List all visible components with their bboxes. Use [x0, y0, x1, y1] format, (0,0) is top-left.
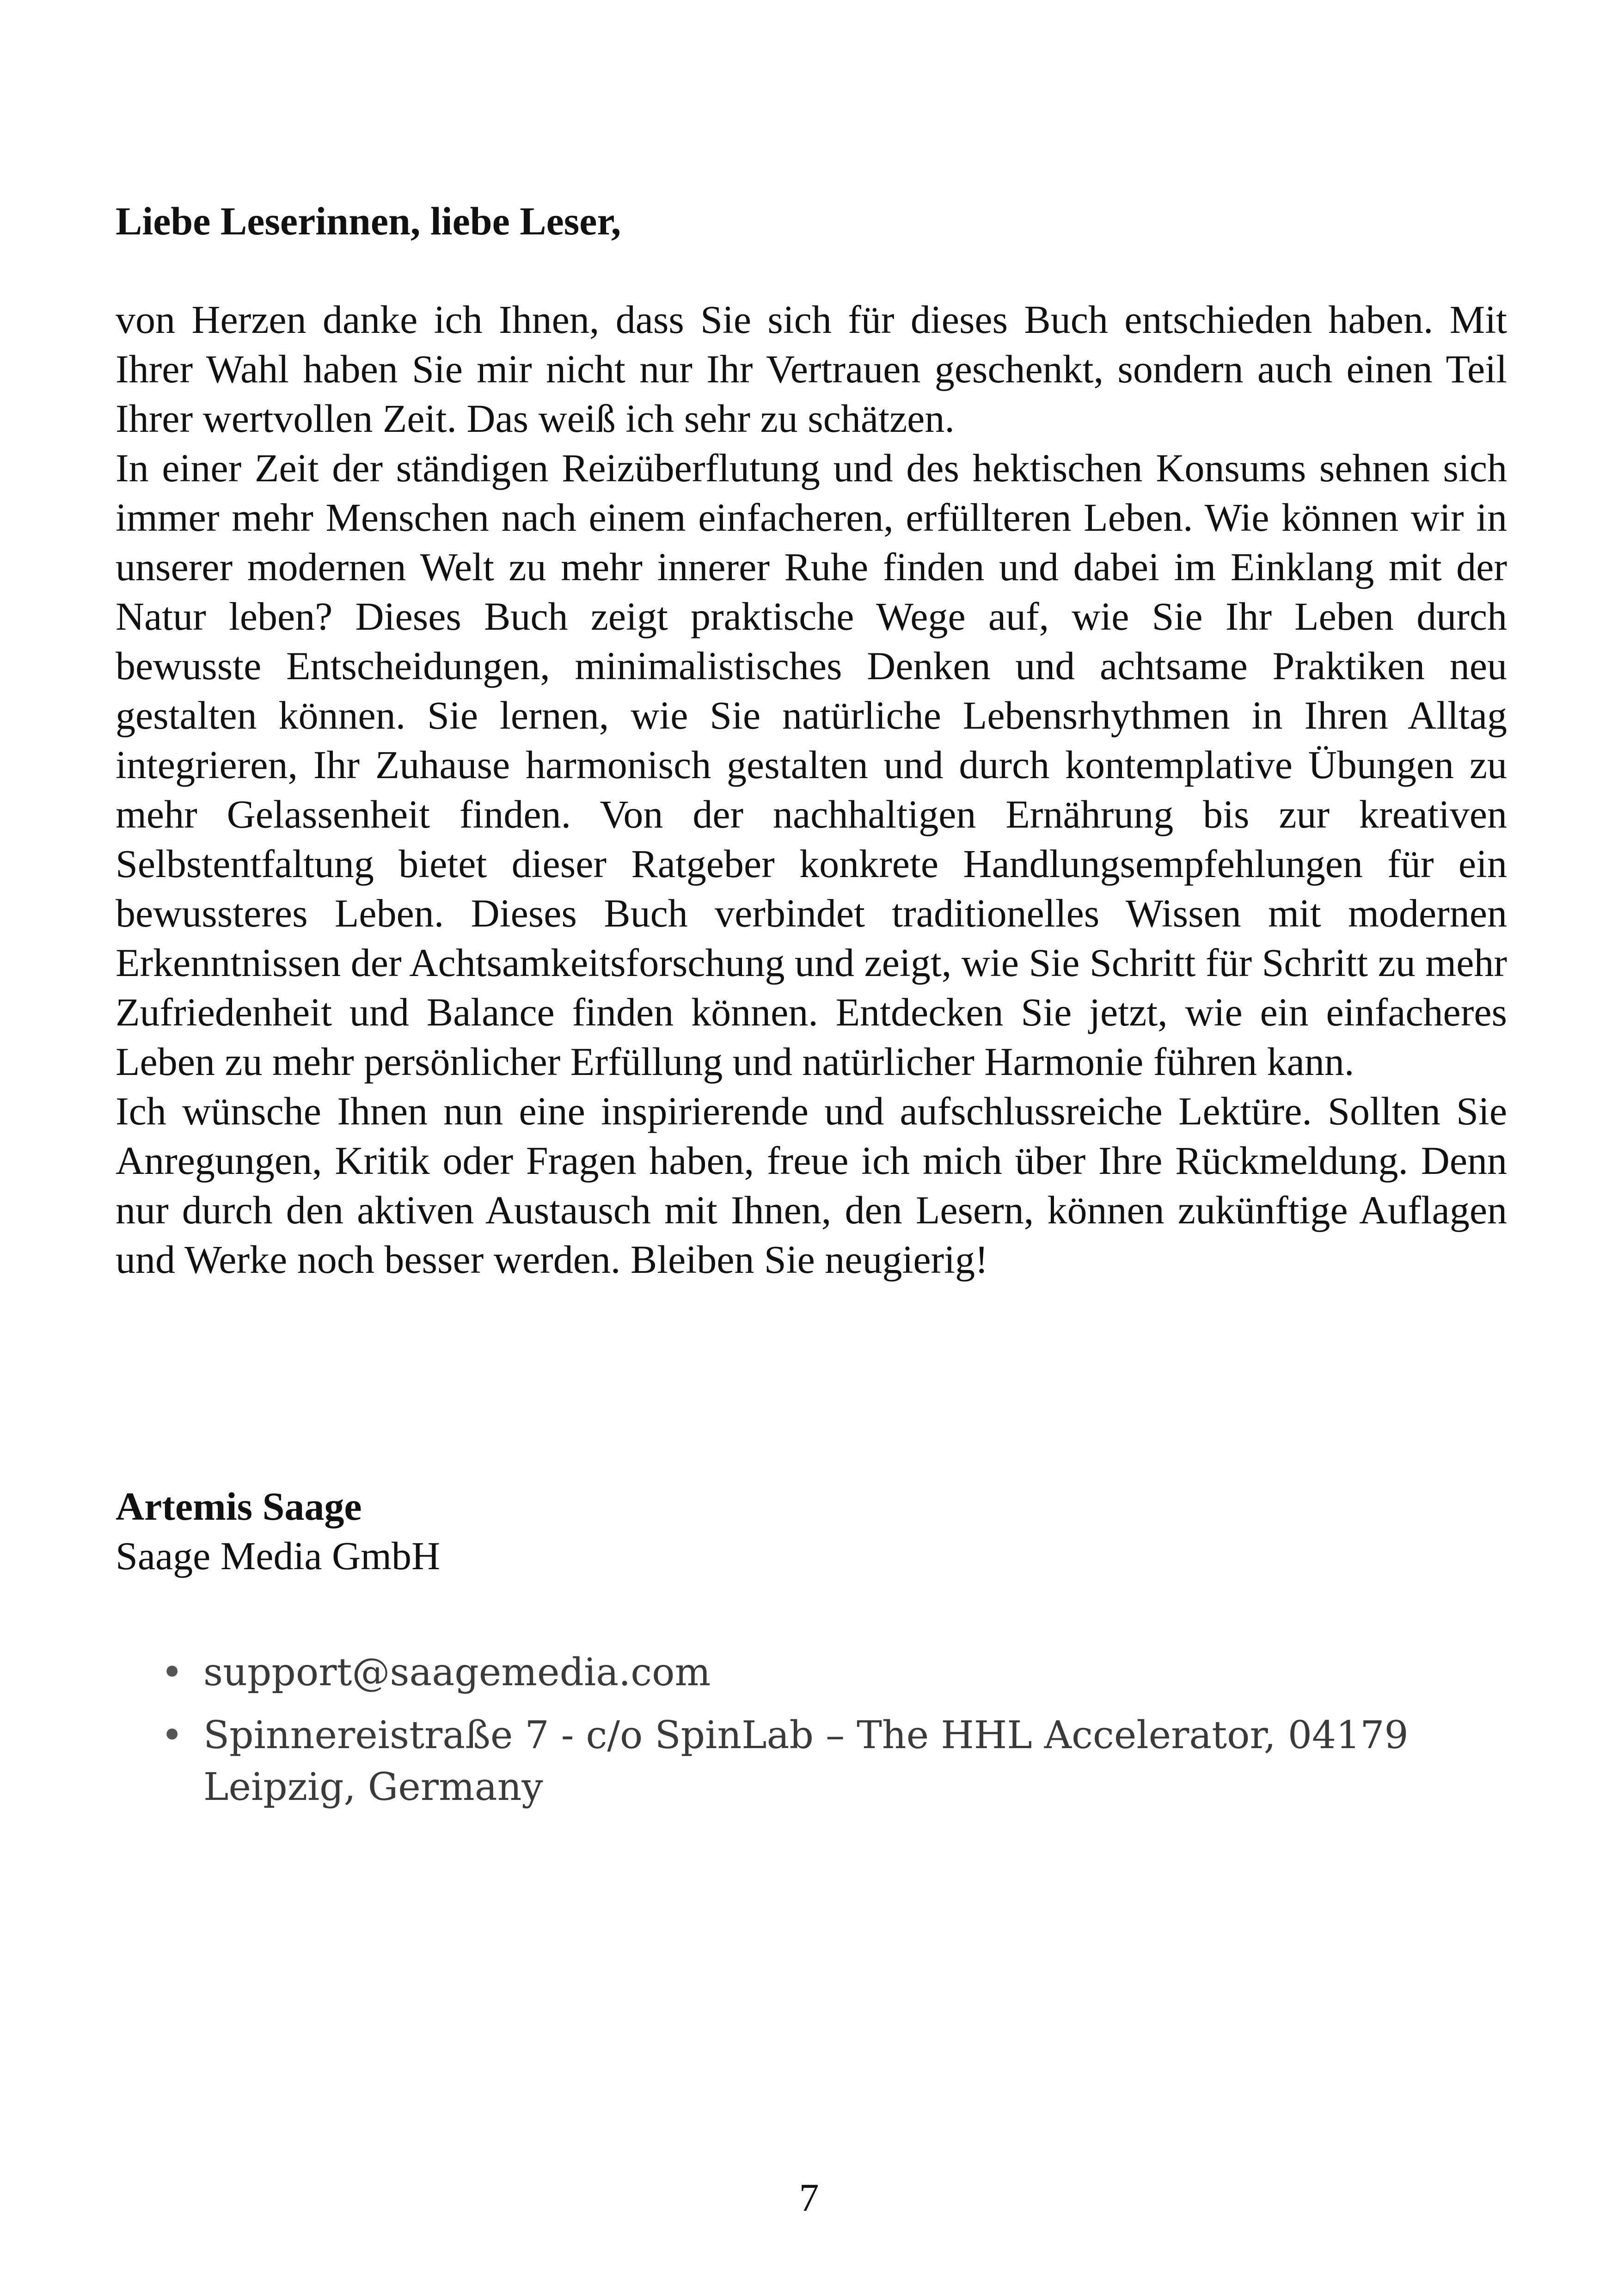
contact-email-item — [157, 1647, 1498, 1699]
contact-address-item — [157, 1710, 1498, 1813]
letter-greeting: Liebe Leserinnen, liebe Leser, — [116, 199, 621, 243]
company-name: Saage Media GmbH — [116, 1534, 441, 1578]
contact-list — [157, 1647, 1498, 1824]
bullet-icon: • — [161, 1651, 184, 1694]
paragraph-book-summary: In einer Zeit der ständigen Reizüberflutung und des hektischen Konsums sehnen sich immer mehr Menschen nach einem einfacheren, erfüllteren Leben. Wie können wir in unserer modernen Welt zu mehr innerer Ruhe finden und dabei im Einklang mit der Natur leben? Dieses Buch zeigt praktische Wege auf, wie Sie Ihr Leben durch bewusste Entscheidungen, minimalistisches Denken und achtsame Praktiken neu gestalten können. Sie lernen, wie Sie natürliche Lebensrhythmen in Ihren Alltag integrieren, Ihr Zuhause harmonisch gestalten und durch kontemplative Übungen zu mehr Gelassenheit finden. Von der nachhaltigen Ernährung bis zur kreativen Selbstentfaltung bietet dieser Ratgeber konkrete Handlungsempfehlungen für ein bewussteres Leben. Dieses Buch verbindet traditionelles Wissen mit modernen Erkenntnissen der Achtsamkeitsforschung und zeigt, wie Sie Schritt für Schritt zu mehr Zufriedenheit und Balance finden können. Entdecken Sie jetzt, wie ein einfacheres Leben zu mehr persönlicher Erfüllung und natürlicher Harmonie führen kann. — [116, 446, 1507, 1084]
page-number: 7 — [799, 2175, 819, 2220]
postal-address: Spinnereistraße 7 - c/o SpinLab – The HHL Accelerator, 04179 Leipzig, Germany — [203, 1713, 1409, 1809]
support-email: support@saagemedia.com — [203, 1651, 711, 1694]
signature-block — [116, 1482, 440, 1581]
letter-body — [116, 295, 1507, 1284]
paragraph-thanks: von Herzen danke ich Ihnen, dass Sie sich für dieses Buch entschieden haben. Mit Ihrer Wahl haben Sie mir nicht nur Ihr Vertrauen geschenkt, sondern auch einen Teil Ihrer wertvollen Zeit. Das weiß ich sehr zu schätzen. — [116, 297, 1507, 441]
author-name: Artemis Saage — [116, 1484, 362, 1529]
bullet-icon: • — [161, 1713, 184, 1757]
paragraph-closing: Ich wünsche Ihnen nun eine inspirierende und aufschlussreiche Lektüre. Sollten Sie Anregungen, Kritik oder Fragen haben, freue ich mich über Ihre Rückmeldung. Denn nur durch den aktiven Austausch mit Ihnen, den Lesern, können zukünftige Auflagen und Werke noch besser werden. Bleiben Sie neugierig! — [116, 1089, 1507, 1282]
